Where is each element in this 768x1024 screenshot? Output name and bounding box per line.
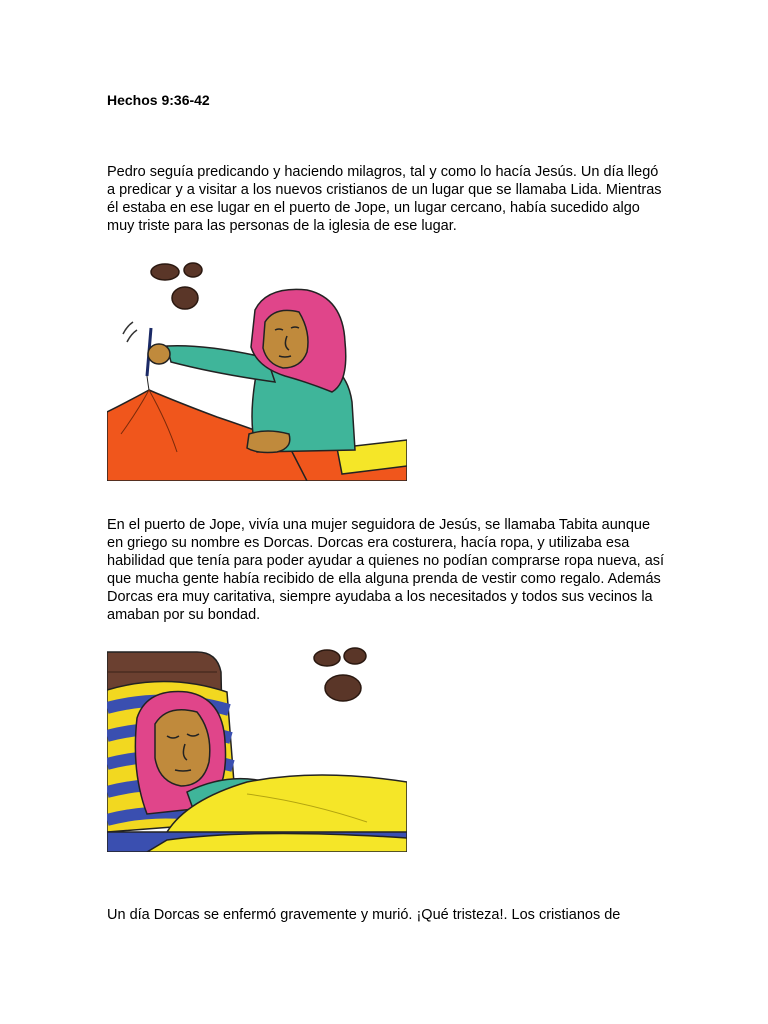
wall-stone (325, 675, 361, 701)
face (155, 710, 210, 786)
paragraph-3: Un día Dorcas se enfermó gravemente y murió. ¡Qué tristeza!. Los cristianos de (107, 907, 621, 923)
wall-stone (151, 264, 179, 280)
bed-drawing (107, 632, 407, 852)
paragraph-2: En el puerto de Jope, vivía una mujer seguidora de Jesús, se llamaba Tabita aunque en griego su nombre es Dorcas. Dorcas era costurera, hacía ropa, y utilizaba esa habilidad que tenía para poder ayudar a quienes no podían comprarse ropa nueva, así que mucha gente había recibido de ella alguna prenda de vestir como regalo. Además Dorcas era muy caritativa, siempre ayudaba a los necesitados y todos sus vecinos la amaban por su bondad. (107, 517, 665, 623)
paragraph-1: Pedro seguía predicando y haciendo milagros, tal y como lo hacía Jesús. Un día llegó a predicar y a visitar a los nuevos cristianos de un lugar que se llamaba Lida. Mientras él estaba en ese lugar en el puerto de Jope, un lugar cercano, había sucedido algo muy triste para las personas de la iglesia de ese lugar. (107, 164, 662, 234)
wall-stone (184, 263, 202, 277)
wall-stone (314, 650, 340, 666)
illustration-bed (107, 632, 407, 852)
page-heading: Hechos 9:36-42 (107, 92, 210, 108)
illustration-sewing (107, 252, 407, 481)
sewing-drawing (107, 252, 407, 481)
wall-stone (344, 648, 366, 664)
wall-stone (172, 287, 198, 309)
hand (148, 344, 170, 364)
